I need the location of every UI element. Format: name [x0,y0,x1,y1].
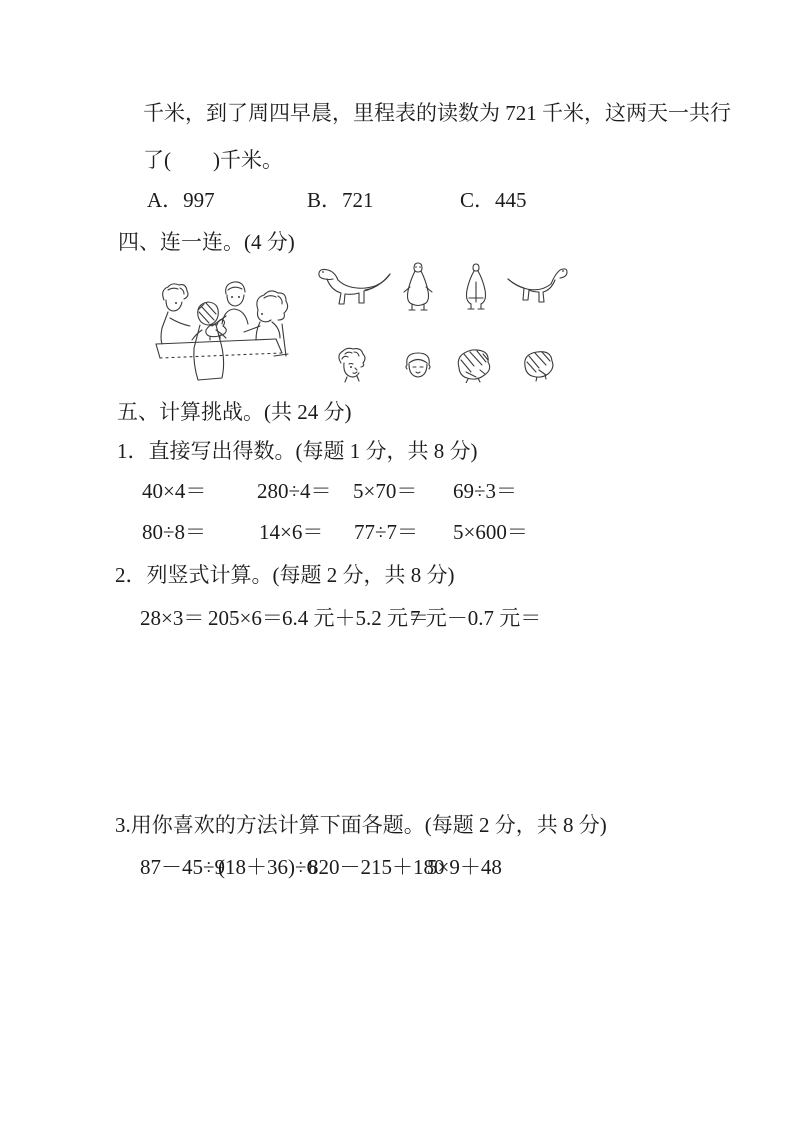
vertical-calc-item: 205×6＝ [208,606,283,630]
head-view-3-image [452,346,495,383]
match-scene-image [146,268,296,392]
flexible-calc-item: (18＋36)÷6 [218,855,318,879]
question-5-part-3-heading: 3.用你喜欢的方法计算下面各题。(每题 2 分，共 8 分) [115,813,607,837]
option-b: B．721 [307,188,374,212]
flexible-calc-item: 5×9＋48 [427,855,502,879]
vertical-calc-item: 6.4 元＋5.2 元＝ [282,606,429,630]
option-c: C．445 [460,188,527,212]
oral-calc-item: 5×600＝ [453,520,528,544]
continued-problem-line-1: 千米，到了周四早晨，里程表的读数为 721 千米，这两天一共行 [143,101,731,125]
question-5-heading: 五、计算挑战。(共 24 分) [117,400,352,424]
dinosaur-view-1-image [313,262,395,312]
flexible-calc-item: 87－45÷9 [140,855,226,879]
oral-calc-item: 40×4＝ [142,479,207,503]
dinosaur-view-3-image [459,262,493,311]
question-5-part-1-heading: 1．直接写出得数。(每题 1 分，共 8 分) [117,439,478,463]
oral-calc-item: 5×70＝ [353,479,418,503]
dinosaur-view-4-image [505,262,569,309]
head-view-1-image [334,346,368,383]
oral-calc-item: 280÷4＝ [257,479,332,503]
question-5-part-2-heading: 2．列竖式计算。(每题 2 分，共 8 分) [115,563,455,587]
dinosaur-view-2-image [401,261,435,313]
option-a: A．997 [147,188,215,212]
head-view-2-image [402,350,434,382]
continued-problem-line-2: 了( )千米。 [143,148,283,172]
oral-calc-item: 14×6＝ [259,520,324,544]
vertical-calc-item: 7 元－0.7 元＝ [410,606,542,630]
question-4-heading: 四、连一连。(4 分) [118,230,295,254]
oral-calc-item: 69÷3＝ [453,479,518,503]
flexible-calc-item: 820－215＋180 [308,855,445,879]
vertical-calc-item: 28×3＝ [140,606,205,630]
oral-calc-item: 77÷7＝ [354,520,419,544]
oral-calc-item: 80÷8＝ [142,520,207,544]
head-view-4-image [519,348,557,382]
